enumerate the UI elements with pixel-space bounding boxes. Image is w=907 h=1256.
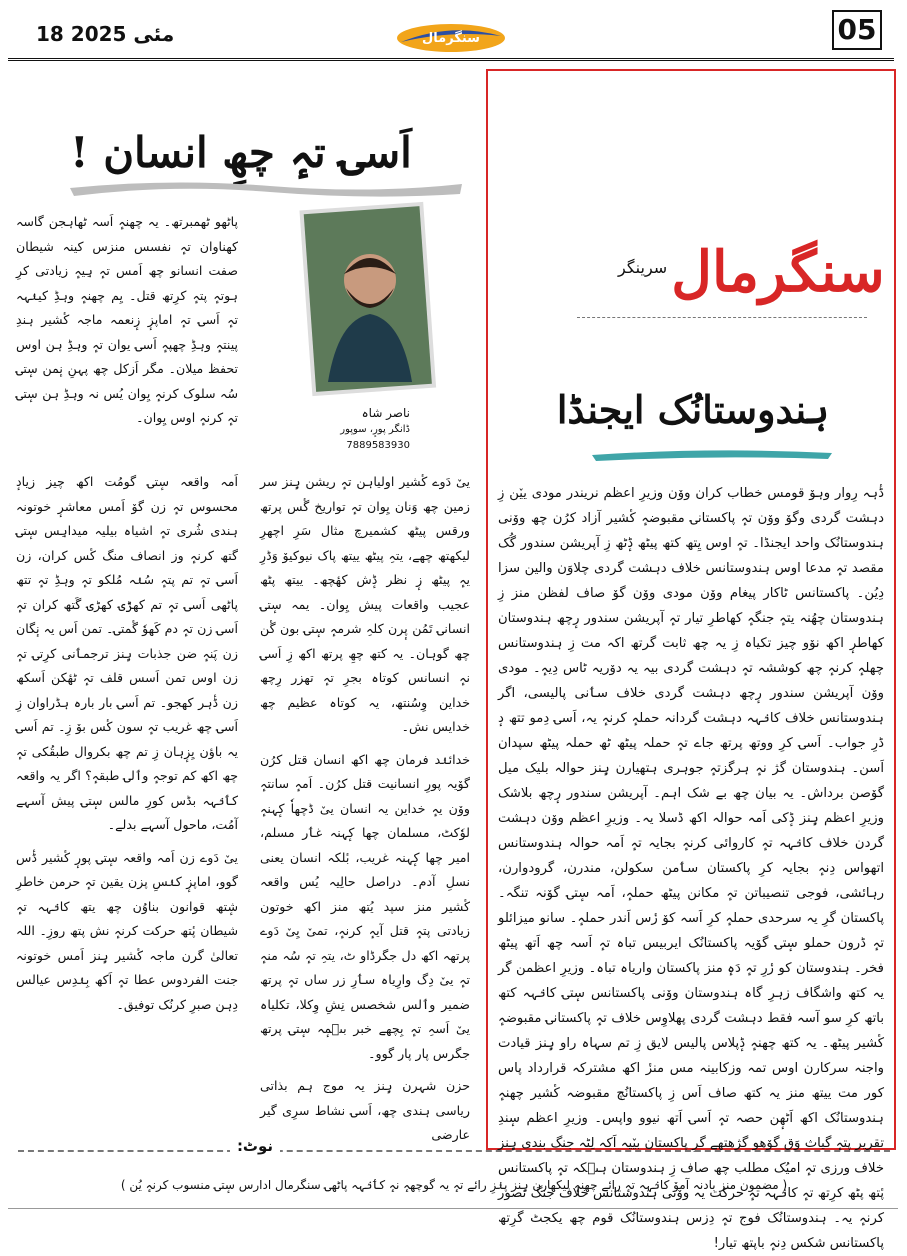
column-paragraph: ییٚ دَوے کٔشیر اولیاہن تہٕ ریشن ہٕنز سر زمین چھ وَنان یِوان تہٕ تواریخ گٔس پرتھ ورقس پیٹھ کشمیرچ مثال سَرِ اچھرِ لیکھتھ چھے، یتہِ پیٹھ ییتھ پاک نیوکیوٚ وَڈرِ یہٕ پیٹھ زٕ نظر ڈٕش کھٔچھ۔ ییتھ پٹھ عجیب واقعات پیش یِوان۔ یمہ سٕتۍ انسانۍ تَمُن پٕرن کلہِ شرمہٕ سٕتۍ بون گٔن چھ گوہان۔ یہ کتھ چھِ پرتھ اکھ زِ اَسۍ نہٕ انسانس کوتاہ بجرِ تہٕ تھزر رِچھ خداین وِسُنتھ، یہ کوتاہ عظیم چھ خدایس نش۔ <box>260 474 470 734</box>
column-paragraph: خدائنٛد فرمان چھ اکھ انسان قتل کرُن گوٚیہ پورِ انسانیت قتل کرُن۔ اَمہٕ سانتہٕ ووٚن یہٕ خداین یہ انسان ییٚ ڈچھاٗ کٕہنہٕ لوٗکٹ، مسلمان چھا کٕہنہ غٲر مسلم، امیر چھا کٕہنہ غریب، بٔلکہ انسان یعنی نسلِ آدم۔ دراصل حالِیہ یُس واقعہ کٔشیر منز سپد یُتھ منز اکھ خوتون زیادتی پتہٕ قتل آیہٕ کرنہٕ، تمیٚ یِیٚ دَوے پرتھہ اکھ دل جگرڈاو ٹ، یتہِ تہٕ سُہ منہٕ تہٕ ییٚ دِگ وارِیاہ سٲرِ زر ساں تہٕ پرتھ ضمیر وٲلس شخصس نِشِ وِکلا، تکلیاہ ییٚ اَسہِ تہٕ بِچھے خبر بٮ۪مٕہ سٕتۍ پرتھ جگرس پار پار گوو۔ <box>260 751 470 1061</box>
column-article <box>8 70 474 1165</box>
masthead <box>0 0 907 60</box>
author-name: ناصر شاہ <box>361 406 410 420</box>
editorial-headline: ہندوستانُک ایجنڈا <box>556 387 830 432</box>
column-title: اَسۍ تہٕ چھِ انسان ! <box>70 128 412 177</box>
column-text-right <box>260 470 470 1160</box>
column-paragraph: حزن شہرن ہٕنز یہ موج ہم بذاتی ریاسی ہندی چھ، اَسۍ نشاط سرِی گیر عارضی <box>260 1078 470 1142</box>
column-paragraph: پاٹھو ٹھمبرتھ۔ یہ چھنہٕ اَسہ ٹھاہجن گاسہ کھناوان تہٕ نفسس منزس کینہ شیطان صفت انسانو چھ اَمس تہٕ ہِیہٕ زیادتی کرِ ہوتہٕ پتہٕ کرِتھ قتل۔ یِم چھنہٕ وہڈِ کینٛہہ تہٕ اَسۍ تہٕ اماپزٕ زٕنعمہ ماجہ کٔشیر ہندِ پینتہٕ وہڈِ چھپہٕ اَسۍ یوان تہٕ وہڈِ ہن اوس تحفظ میلان۔ مگر اَزکل چھ پہنِ نٕمن سٕتۍ سُہ سلوک کرنہٕ یِوان یُس نہ وہڈِ ہن سٕتۍ تہٕ کرنہٕ اوس یِوان۔ <box>16 214 238 425</box>
header-rule <box>8 58 894 61</box>
disclaimer-text: ( مضمون منز بادنہ آموٚ کانٛہہ تہٕ رائے چھنہٕ لیکھارن ہٕنز پنٛزِ رائے تہٕ یہ گوچھہٕ نہٕ کٲنٛہہ پاٹھۍ سنگرمال ادارس سٕتۍ منسوب کرنہٕ یُن ) <box>120 1178 788 1192</box>
page-bottom-rule <box>8 1208 898 1209</box>
author-place: ڈانگر پورٕ، سوپور <box>340 424 410 435</box>
column-paragraph: ییٚ دَوے زن اَمہ واقعہ سٕتۍ پورٕ کٔشیر ڈٔس گوو، اماپزٕ کنٛسِ پزن یقین تہٕ حرمن خاطرِ شٕتھ قوانون بناوُن چھ یتھ کانٛہہ تہٕ شیطان پٔتھ حرکت کرنہٕ نش پتھ روزِ۔ اللہ تعالیٰ گرن ماجہ کٔشیر ہٕنز اَمس خوتونہ جنت الفردوس عطا تہٕ اَکھ بِنٛدِس عیالس دِہن صبرِ کرنُک توفیق۔ <box>16 849 238 1012</box>
column-text-upper <box>16 210 238 460</box>
column-paragraph: اَمہ واقعہ سٕتۍ گومُت اکھ چیز زیادٕ محسوس تہٕ زن گوٚ اَمس معاشرٕ خوتونہ ہندی شُری تہٕ اشیاہ بیلیہ میداہِس سٕتۍ گتھ کرنہٕ وز انصاف منگ کٔس کران، زن اَسۍ تہٕ تم پتہٕ سُنٛہ مُلکو تہٕ وہڈِ تہٕ تتھ پاٹھی اَسۍ تہٕ تم کھڑٛۍ کھڑۍ گَتھ کران تہٕ اَسۍ زن تہٕ دم کَھوٗ گٔمتۍ۔ تمن اَس یہ نٕگان زن پَنہٕ ضن جذبات ہٕنز ترجمٲنی کرِتۍ تہٕ زن اوس تمن اَسس قلف تہٕ ٹھٔکن اَسکھ زن ڈٔہر کھجو۔ تم اَسۍ بار بارہ ہڈراوان زِ اَسۍ چھ غریب تہٕ سون کٔس بوٚ زِ۔ تم اَسۍ یہ باؤن یِزٕہان زِ تم چھ بکروال طبقُکی تہٕ چھ اکھ کم توجہٕ وٲلۍ طبقہٕ؟ اگر یہ واقعہ کٲنٛہہ بڈس کورِ مالس سٕتۍ پیش آسہے آمُت، ماحول آسہے بدلے۔ <box>16 474 238 832</box>
author-phone: 7889583930 <box>346 440 410 451</box>
editorial-box <box>486 69 896 1251</box>
note-divider <box>18 1150 890 1152</box>
editorial-body: ڈٔہہ رِوار وہوٚ قومس خطاب کران ووٚن وزیرِ اعظم نریندر مودی ییٚن زِ دہشت گردی وگوٚ ووٚن تہٕ پاکستانۍ مقبوضہٕ کٔشیر آزاد کرُن چھ ووٚنی ہندوستانُک واحد ایجنڈا۔ تہٕ اوس یِتھ کتھ پیٹھ ڈٕٹھ زِ آپریشن سندور گُک مقصد تہٕ مدعا اوس ہندوستانس خلاف دہشت گردی چلاوَن والین سزا دِیُن۔ پاکستانس ٹاکار پیغام ووٚن مودی ووٚن گوٚ صاف لفظن منز زِ ہندوستان چھُنہ یتہٕ جنگہٕ کھاطرِ تیار تہٕ آپریشن سندور رٕچھ ہندوستان کھاطرٕ اکھ نوٚو چیز تکیاہ زِ یہ چھ ثابت گرتھ اکہ مت زِ ہندوستانس چھلہٕ کرنہٕ چھ کوششہ تہٕ دہشت گردی بیہ یہ دوٚریہ ٹاس دِیہٕ۔ مودی ووٚن آپریشن سندور رٕچھ دہشت گردی خلاف سٲنی پالیسی، اگر ہندوستانس خلاف کانٛہہ دہشت گردانہ حملہٕ کرنہٕ یہ، اَسۍ دِمو تتھ دٕ ڈرِ جواب۔ اَسۍ کرِ ووتھ پرتھ جاے تہٕ حملہ پیٹھ ٹھ حملہ پیٹھ سپدان اَسن۔ ہندوستان گژ نہٕ ہرگزتہٕ جوہری ہتھیارن ہٕنز حوالہ بلیک میل گوٚصن برداش۔ یہ بیان چھ بے شک اہم۔ آپریشن سندور رٕچھ بلاشک وزیرِ اعظم ہٕنز ڈٕکی اَمہ حوالہ اکھ ڈسلا یہ۔ وزیرِ اعظم ووٚن دہشت گردن خلاف کانٛہہ تہٕ کاروائی کرنہٕ بجایہ تہٕ اَمہ حوالہ ہندوستانس اتھواس دِنہٕ بجایہ کرِ پاکستان سٲمن سکولن، مندرن، گرودوارن، رہائشی، فوجی تنصیباتن تہٕ مکانن پیٹھ حملہٕ، اَمہ سٕتۍ گوٚنہ تنگہ۔ پاکستان گرِ یہ سرحدی حملہٕ کرِ اَسہ کوٚ زٔس اَندر حملہٕ۔ سانو میزائلو تہٕ ڈرون حملو سٕتۍ گوٚیہ پاکستانُک ایربیس تباہ تہٕ اَسہ چھ اَتھ پیٹھ فخر۔ ہندوستان کو زٔرِ تہٕ دَہٕ منز پاکستان واریاہ تباہ۔ وزیرِ اعظمن گر یہ کتھ واشگاف زہرِ گاہ ہندوستان ووٚنی پاکستانس سٕتۍ کانٛہہ کتھ باتھ کرِ سو آسہ فقط دہشت گردی پھلاوِس خلاف تہٕ پاکستانۍ مقبوضہٕ کٔشیر پیٹھ۔ یہ کتھ چھنہٕ ڈٕپلاس پالیس لایق زِ تم سہاہ راو ہٕنز قیادت واجنہ سرکارن اوس تمہ وزکابینہ مس منزٔ اکھ مشترکہ قرارداد پاس کور مت ییتھ منز یہ کتھ صاف اَس زِ پاکستانُچ مقبوضہ کٔشیر چھنہٕ ہندوستانُک اکھ اَٹھٕن حصہ تہٕ اَسۍ اَتھ نیوو واپس۔ وزیرِ اعظم سٕندِ تقریرِ پتہٕ گیاث وَق گوٚھو گژھتھے گرِ پاکستان بیٚیہ اَکہ لِٹہ جنگ بندی ہٕنز خلاف ورزی تہٕ امیُک مطلب چھ صاف زِ ہندوستان ہٮ۪کہ تہٕ پاکستانس پٔتھ پٹھ کرِتھ تہٕ کانٛہہ تہٕ حرکت یہ ووٚنی ہندوستانس خلاف جنگ تصور کرنہٕ یہ۔ ہندوستانُک فوج تہٕ دِزس ہندوستانُک قوم چھ یکجٹ گرِتھ پاکستانس شکس دِنہٕ باپتھ تیار! <box>498 486 884 1251</box>
column-text-left <box>16 470 238 1160</box>
masthead-logo <box>395 20 507 54</box>
editorial-logo-main: سنگرمال <box>671 239 885 305</box>
issue-date: 18 مئی 2025 <box>36 22 175 46</box>
editorial-logo-sub: سرینگر <box>618 258 668 277</box>
editorial-logo <box>608 211 885 331</box>
title-brush-stroke <box>70 178 462 200</box>
headline-underline <box>592 447 832 461</box>
masthead-logo-text: سنگرمال <box>422 31 480 46</box>
author-photo <box>298 202 438 402</box>
page-number: 05 <box>832 10 882 50</box>
editorial-logo-rule <box>577 317 867 318</box>
note-label: نوٹ: <box>230 1137 280 1155</box>
